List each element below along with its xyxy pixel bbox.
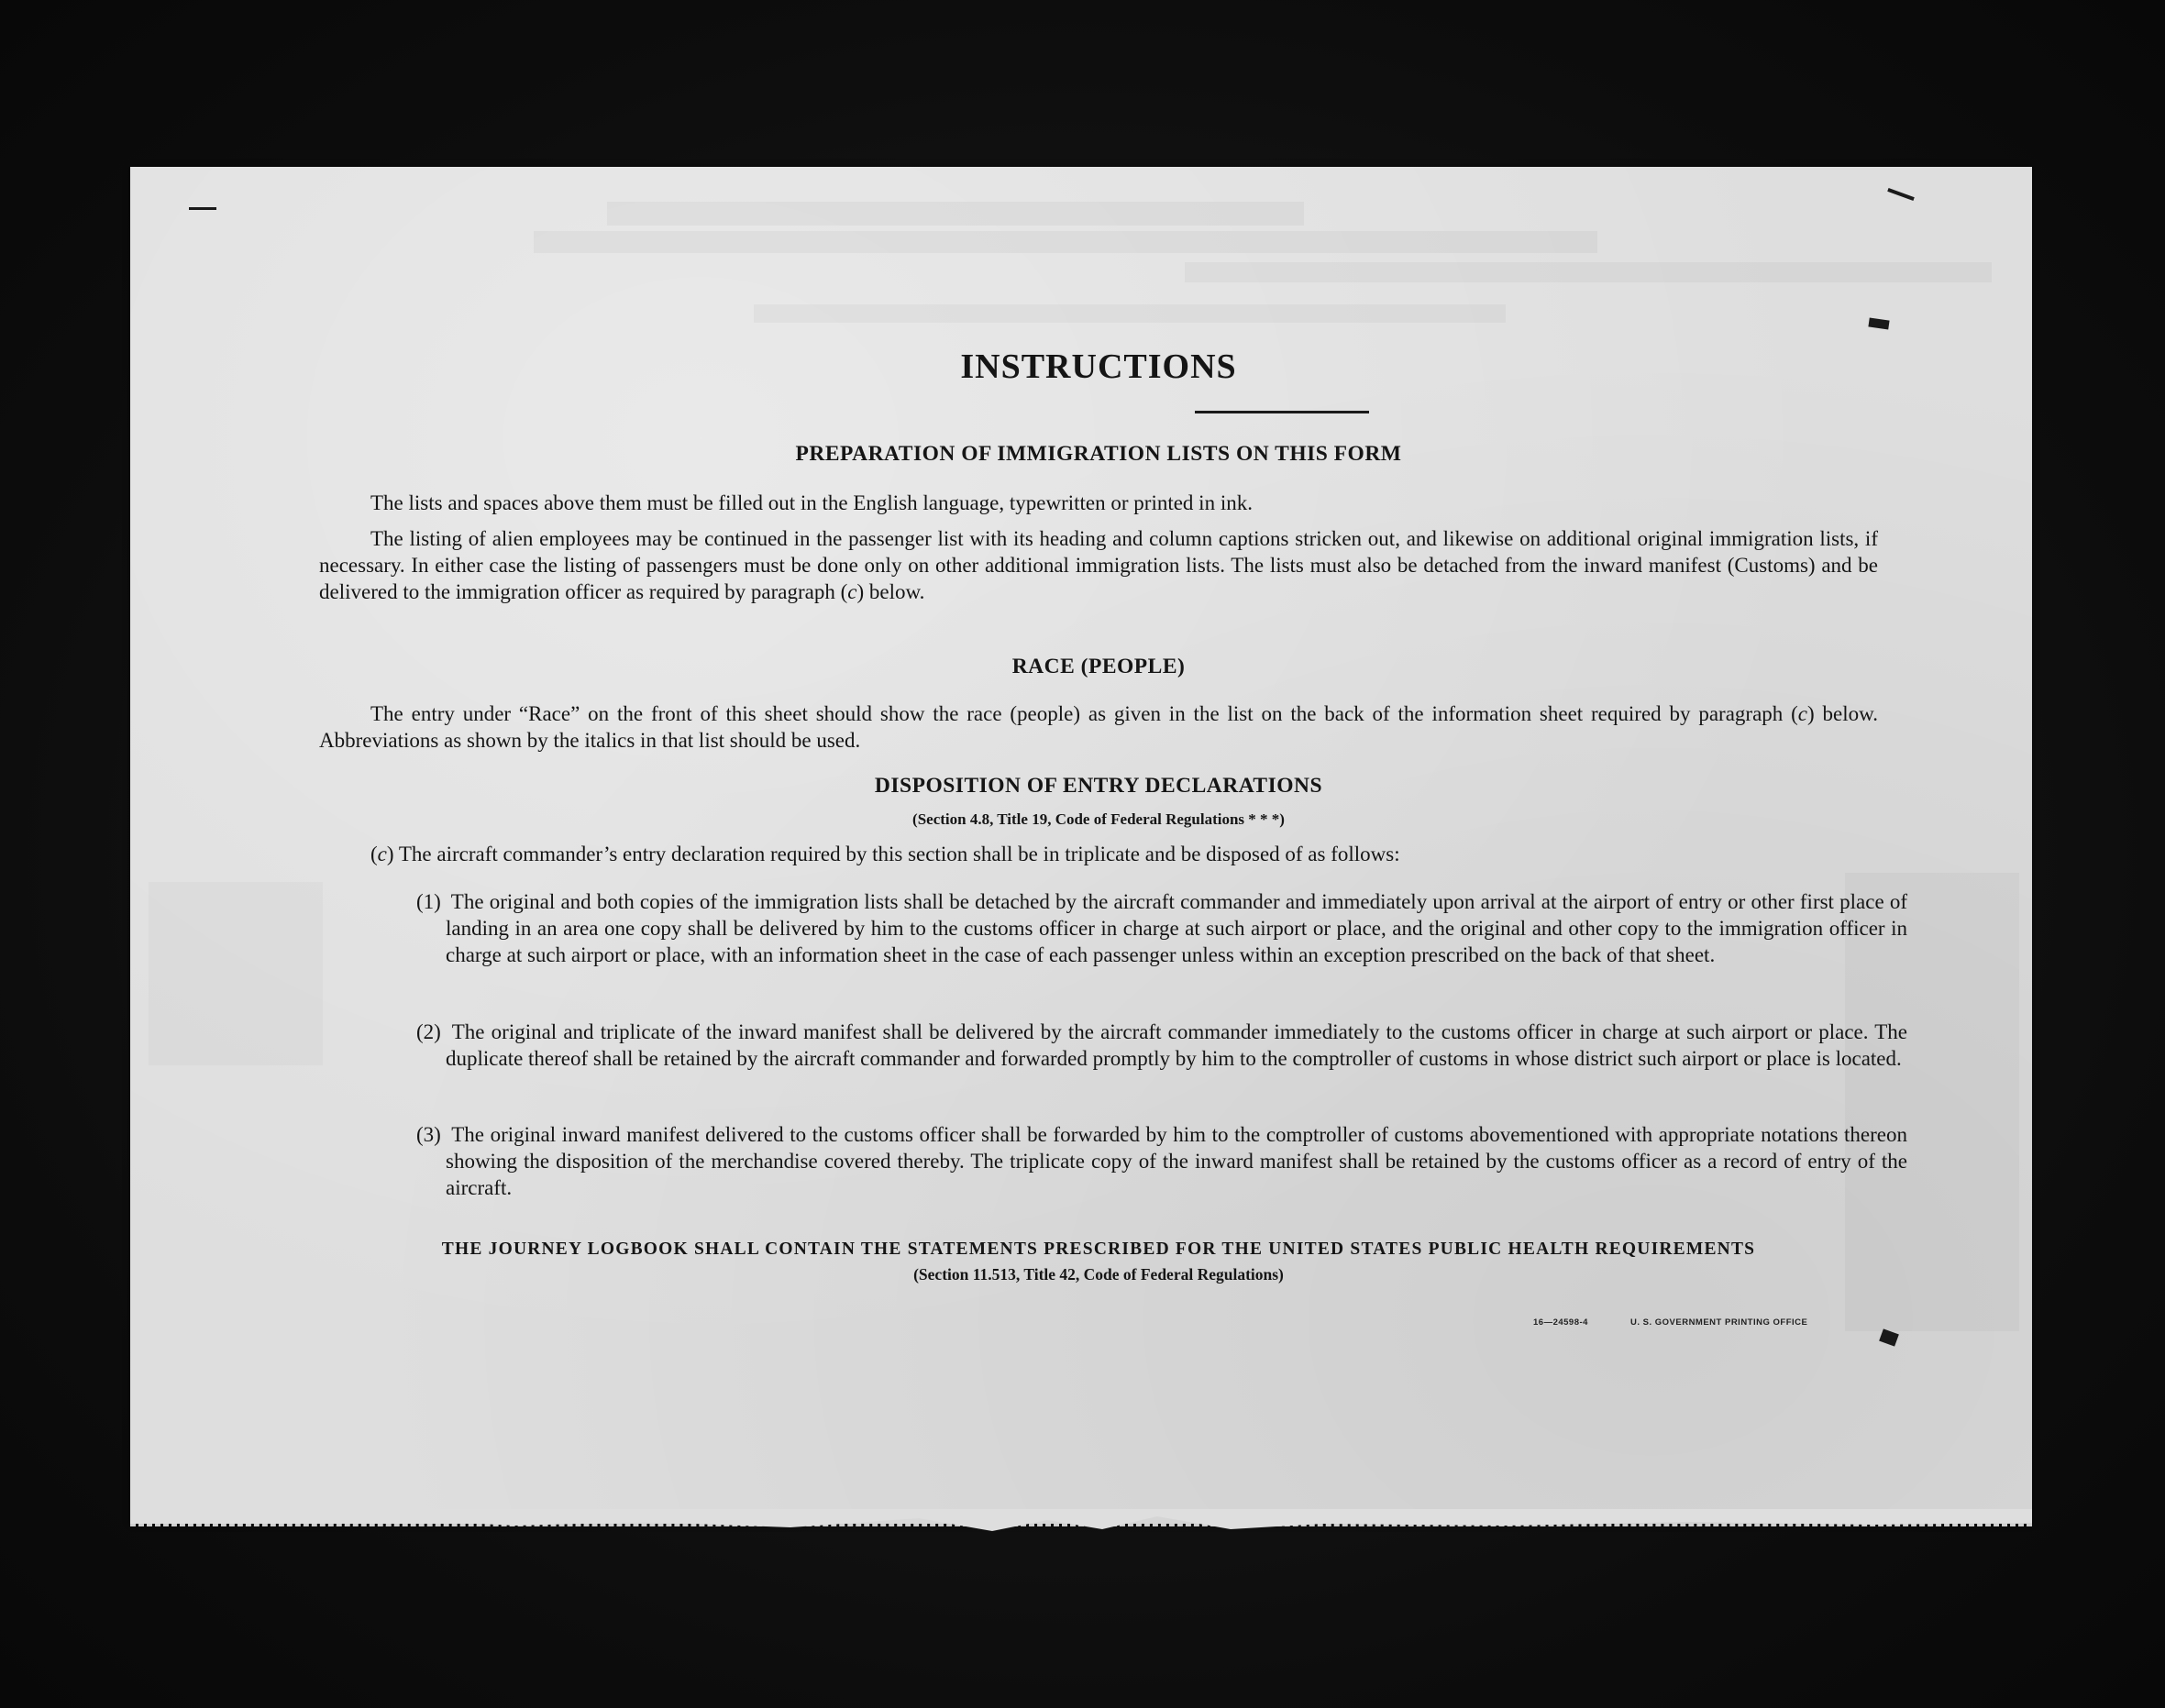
- paragraph-text: The entry under “Race” on the front of this sheet should show the race (people) as given in the list on the back of the information sheet required by paragraph (: [370, 702, 1798, 725]
- form-number: 16—24598-4: [1533, 1317, 1588, 1328]
- paragraph-alien-employees: [319, 525, 1878, 605]
- scan-mark: [1879, 1328, 1899, 1346]
- paragraph-text: The listing of alien employees may be continued in the passenger list with its heading and column captions stricken out, and likewise on additional original immigration lists, if necessary. In either case the listing of passengers must be done only on other additional immigration lists. The lists must also be detached from the inward manifest (Customs) and be delivered to the immigration officer as required by paragraph (: [319, 527, 1878, 603]
- section-heading-preparation: PREPARATION OF IMMIGRATION LISTS ON THIS FORM: [795, 442, 1402, 466]
- paragraph-race-entry: [319, 700, 1878, 754]
- paragraph-text: ) below. Abbreviations as shown by the italics in that list should be used.: [319, 702, 1878, 752]
- list-item-text: The original and triplicate of the inward manifest shall be delivered by the aircraft commander immediately to the customs officer in charge at such airport or place. The duplicate thereof shall be retained by the aircraft commander and forwarded promptly by him to the comptroller of customs in whose district such airport or place is located.: [446, 1020, 1907, 1070]
- paragraph-text: ) below.: [856, 580, 925, 603]
- paragraph-text: (: [370, 843, 378, 865]
- list-item-text: The original inward manifest delivered to the customs officer shall be forwarded by him to the comptroller of customs abovementioned with appropriate notations thereon showing the disposition of the merchandise covered thereby. The triplicate copy of the inward manifest shall be retained by the customs officer as a record of entry of the aircraft.: [446, 1123, 1907, 1199]
- list-item-number: (1): [416, 890, 441, 913]
- list-item-number: (2): [416, 1020, 441, 1043]
- list-item: [416, 1019, 1907, 1072]
- list-item-number: (3): [416, 1123, 441, 1146]
- printer-imprint: U. S. GOVERNMENT PRINTING OFFICE: [1630, 1317, 1808, 1328]
- paragraph-triplicate-intro: [319, 841, 1878, 867]
- list-item: [416, 888, 1907, 968]
- paragraph-ref-letter: c: [847, 580, 857, 603]
- section-citation: (Section 4.8, Title 19, Code of Federal Regulations * * *): [912, 810, 1285, 828]
- paragraph-text: ) The aircraft commander’s entry declaration required by this section shall be in triplicate and be disposed of as follows:: [386, 843, 1400, 865]
- list-item: [416, 1121, 1907, 1201]
- title-underline: [1195, 411, 1369, 413]
- bleed-through-band: [149, 882, 323, 1065]
- scan-mark: [189, 207, 216, 210]
- section-heading-disposition: DISPOSITION OF ENTRY DECLARATIONS: [874, 774, 1323, 798]
- paragraph-english-language: The lists and spaces above them must be filled out in the English language, typewritten or printed in ink.: [370, 491, 1253, 514]
- paragraph-ref-letter: c: [1797, 702, 1808, 725]
- document-page: [130, 167, 2032, 1524]
- scan-mark: [1887, 188, 1915, 201]
- torn-edge: [130, 1509, 2032, 1537]
- page-title: INSTRUCTIONS: [960, 347, 1237, 386]
- list-item-text: The original and both copies of the immigration lists shall be detached by the aircraft commander and immediately upon arrival at the airport of entry or other first place of landing in an area one copy shall be delivered by him to the customs officer in charge at such airport or place, and the original and other copy to the immigration officer in charge at such airport or place, with an information sheet in the case of each passenger unless within an exception prescribed on the back of that sheet.: [446, 890, 1907, 966]
- footer-citation: (Section 11.513, Title 42, Code of Federal Regulations): [913, 1265, 1284, 1284]
- paragraph-ref-letter: c: [377, 843, 387, 865]
- section-heading-race: RACE (PEOPLE): [1011, 655, 1186, 678]
- footer-statement: THE JOURNEY LOGBOOK SHALL CONTAIN THE STATEMENTS PRESCRIBED FOR THE UNITED STATES PUBLIC HEALTH REQUIREMENTS: [441, 1240, 1756, 1259]
